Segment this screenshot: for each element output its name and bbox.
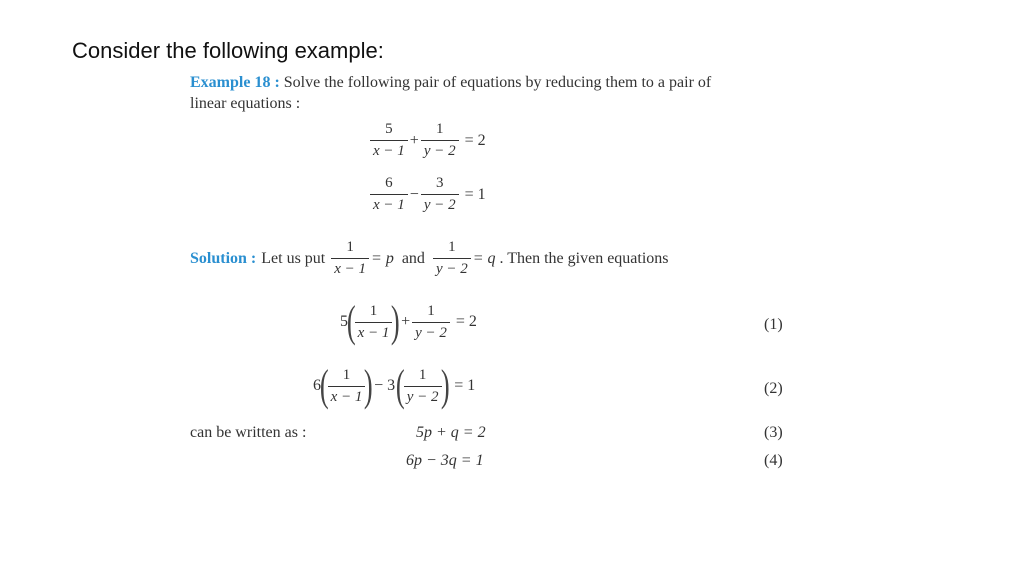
fraction [370, 120, 408, 161]
numerator: 1 [427, 302, 435, 319]
example-label: Example 18 : [190, 74, 280, 91]
numerator: 1 [346, 239, 354, 255]
numerator: 5 [385, 121, 393, 137]
fraction [433, 238, 471, 279]
rhs: = 2 [455, 313, 477, 330]
coefficient: 5 [340, 313, 348, 330]
denominator: y − 2 [421, 140, 459, 161]
fraction [355, 302, 393, 343]
rewritten-equation-1 [340, 297, 477, 346]
fraction [331, 238, 369, 279]
equals-q: = q [472, 249, 496, 267]
numerator: 6 [385, 175, 393, 191]
example-text-1: Solve the following pair of equations by reducing them to a pair of [283, 74, 712, 91]
left-paren: ( [319, 361, 329, 410]
numerator: 1 [342, 366, 351, 383]
numerator: 1 [435, 121, 444, 137]
operator: − 3 [374, 377, 396, 394]
equation-tag-2: (2) [764, 380, 783, 397]
given-equation-1 [370, 120, 486, 161]
given-equation-2 [370, 174, 486, 215]
coefficient: 6 [313, 377, 321, 394]
denominator: y − 2 [412, 322, 450, 343]
equals-p: = p [371, 249, 394, 267]
rewritten-equation-2 [313, 361, 476, 410]
denominator: x − 1 [355, 322, 393, 343]
equation-tag-3: (3) [764, 424, 783, 441]
denominator: x − 1 [370, 140, 408, 161]
equation-4: 6p − 3q = 1 [406, 452, 484, 469]
fraction [421, 120, 459, 161]
numerator: 1 [448, 239, 456, 255]
right-paren: ) [391, 297, 401, 346]
and-word: and [401, 249, 425, 267]
right-paren: ) [440, 361, 450, 410]
equation-3: 5p + q = 2 [416, 424, 486, 441]
fraction [421, 174, 459, 215]
denominator: y − 2 [433, 258, 471, 279]
slide-heading: Consider the following example: [72, 38, 384, 63]
left-paren: ( [346, 297, 356, 346]
operator: + [409, 131, 419, 149]
denominator: x − 1 [331, 258, 369, 279]
rhs: = 1 [464, 185, 486, 203]
solution-line [190, 238, 669, 279]
equation-tag-1: (1) [764, 316, 783, 333]
rhs: = 2 [464, 131, 486, 149]
numerator: 1 [418, 366, 427, 383]
fraction [404, 366, 442, 407]
fraction [328, 366, 366, 407]
fraction [412, 302, 450, 343]
equation-tag-4: (4) [764, 452, 783, 469]
example-line-1 [190, 74, 711, 92]
solution-label: Solution : [190, 249, 257, 267]
denominator: y − 2 [421, 194, 459, 215]
operator: + [401, 313, 411, 330]
fraction [370, 174, 408, 215]
solution-lead: Let us put [261, 249, 326, 267]
written-as-label: can be written as : [190, 424, 307, 441]
numerator: 3 [435, 175, 444, 191]
solution-tail: . Then the given equations [499, 249, 669, 267]
denominator: y − 2 [404, 386, 442, 407]
operator: − [409, 185, 419, 203]
numerator: 1 [369, 302, 378, 319]
denominator: x − 1 [370, 194, 408, 215]
example-text-2: linear equations : [190, 95, 301, 112]
rhs: = 1 [454, 377, 476, 394]
left-paren: ( [396, 361, 405, 410]
right-paren: ) [364, 361, 374, 410]
denominator: x − 1 [328, 386, 366, 407]
